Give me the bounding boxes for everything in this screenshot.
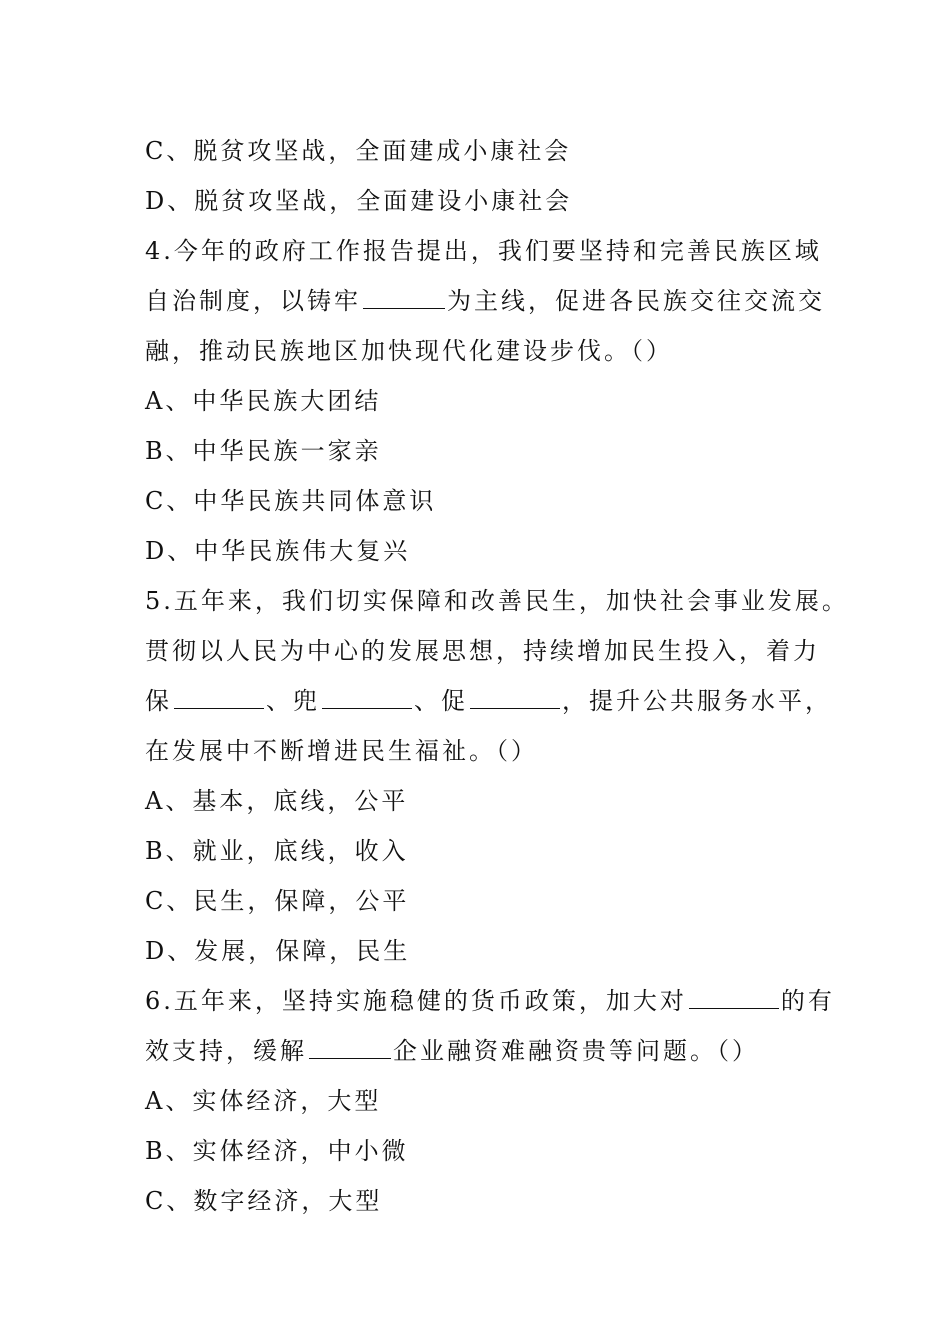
q5-fill-blank-3 [470,686,560,709]
q5-text-part-4: ，提升公共服务水平， [562,687,832,715]
q5-text-part-1: 保 [145,687,172,715]
q5-stem-line-3 [145,686,832,716]
q5-fill-blank-2 [322,686,412,709]
q6-text-before-blank-1: 6.五年来，坚持实施稳健的货币政策，加大对 [145,987,687,1015]
q6-text-after-blank-1: 的有 [780,987,835,1015]
q4-text-before-blank: 自治制度，以铸牢 [145,287,361,315]
q4-stem-line-2 [145,286,825,316]
q6-text-before-blank-2: 效支持，缓解 [145,1037,307,1065]
q6-stem-line-2 [145,1036,759,1066]
q5-option-a: A、基本，底线，公平 [145,787,409,815]
q3-option-d: D、脱贫攻坚战，全面建设小康社会 [145,187,573,215]
q6-option-b: B、实体经济，中小微 [145,1137,409,1165]
q6-fill-blank-1 [689,986,779,1009]
q4-option-c: C、中华民族共同体意识 [145,487,437,515]
q4-stem-line-1: 4.今年的政府工作报告提出，我们要坚持和完善民族区域 [145,237,822,265]
q5-text-part-2: 、兜 [266,687,320,715]
q6-option-a: A、实体经济，大型 [145,1087,382,1115]
q4-fill-blank [363,286,445,309]
q4-text-after-blank: 为主线，促进各民族交往交流交 [447,287,825,315]
q6-option-c: C、数字经济，大型 [145,1187,383,1215]
q5-text-part-3: 、促 [414,687,468,715]
q5-fill-blank-1 [174,686,264,709]
q6-fill-blank-2 [309,1036,391,1059]
q5-option-c: C、民生，保障，公平 [145,887,410,915]
q4-option-a: A、中华民族大团结 [145,387,382,415]
q4-option-b: B、中华民族一家亲 [145,437,382,465]
q4-stem-line-3: 融，推动民族地区加快现代化建设步伐。（） [145,337,673,365]
q4-option-d: D、中华民族伟大复兴 [145,537,411,565]
q5-option-b: B、就业，底线，收入 [145,837,409,865]
q3-option-c: C、脱贫攻坚战，全面建成小康社会 [145,137,572,165]
q5-option-d: D、发展，保障，民生 [145,937,411,965]
q6-stem-line-1 [145,986,835,1016]
q5-stem-line-2: 贯彻以人民为中心的发展思想，持续增加民生投入，着力 [145,637,820,665]
q5-stem-line-4: 在发展中不断增进民生福祉。（） [145,737,538,765]
q5-stem-line-1: 5.五年来，我们切实保障和改善民生，加快社会事业发展。 [145,587,849,615]
q6-text-after-blank-2: 企业融资难融资贵等问题。（） [393,1037,759,1065]
